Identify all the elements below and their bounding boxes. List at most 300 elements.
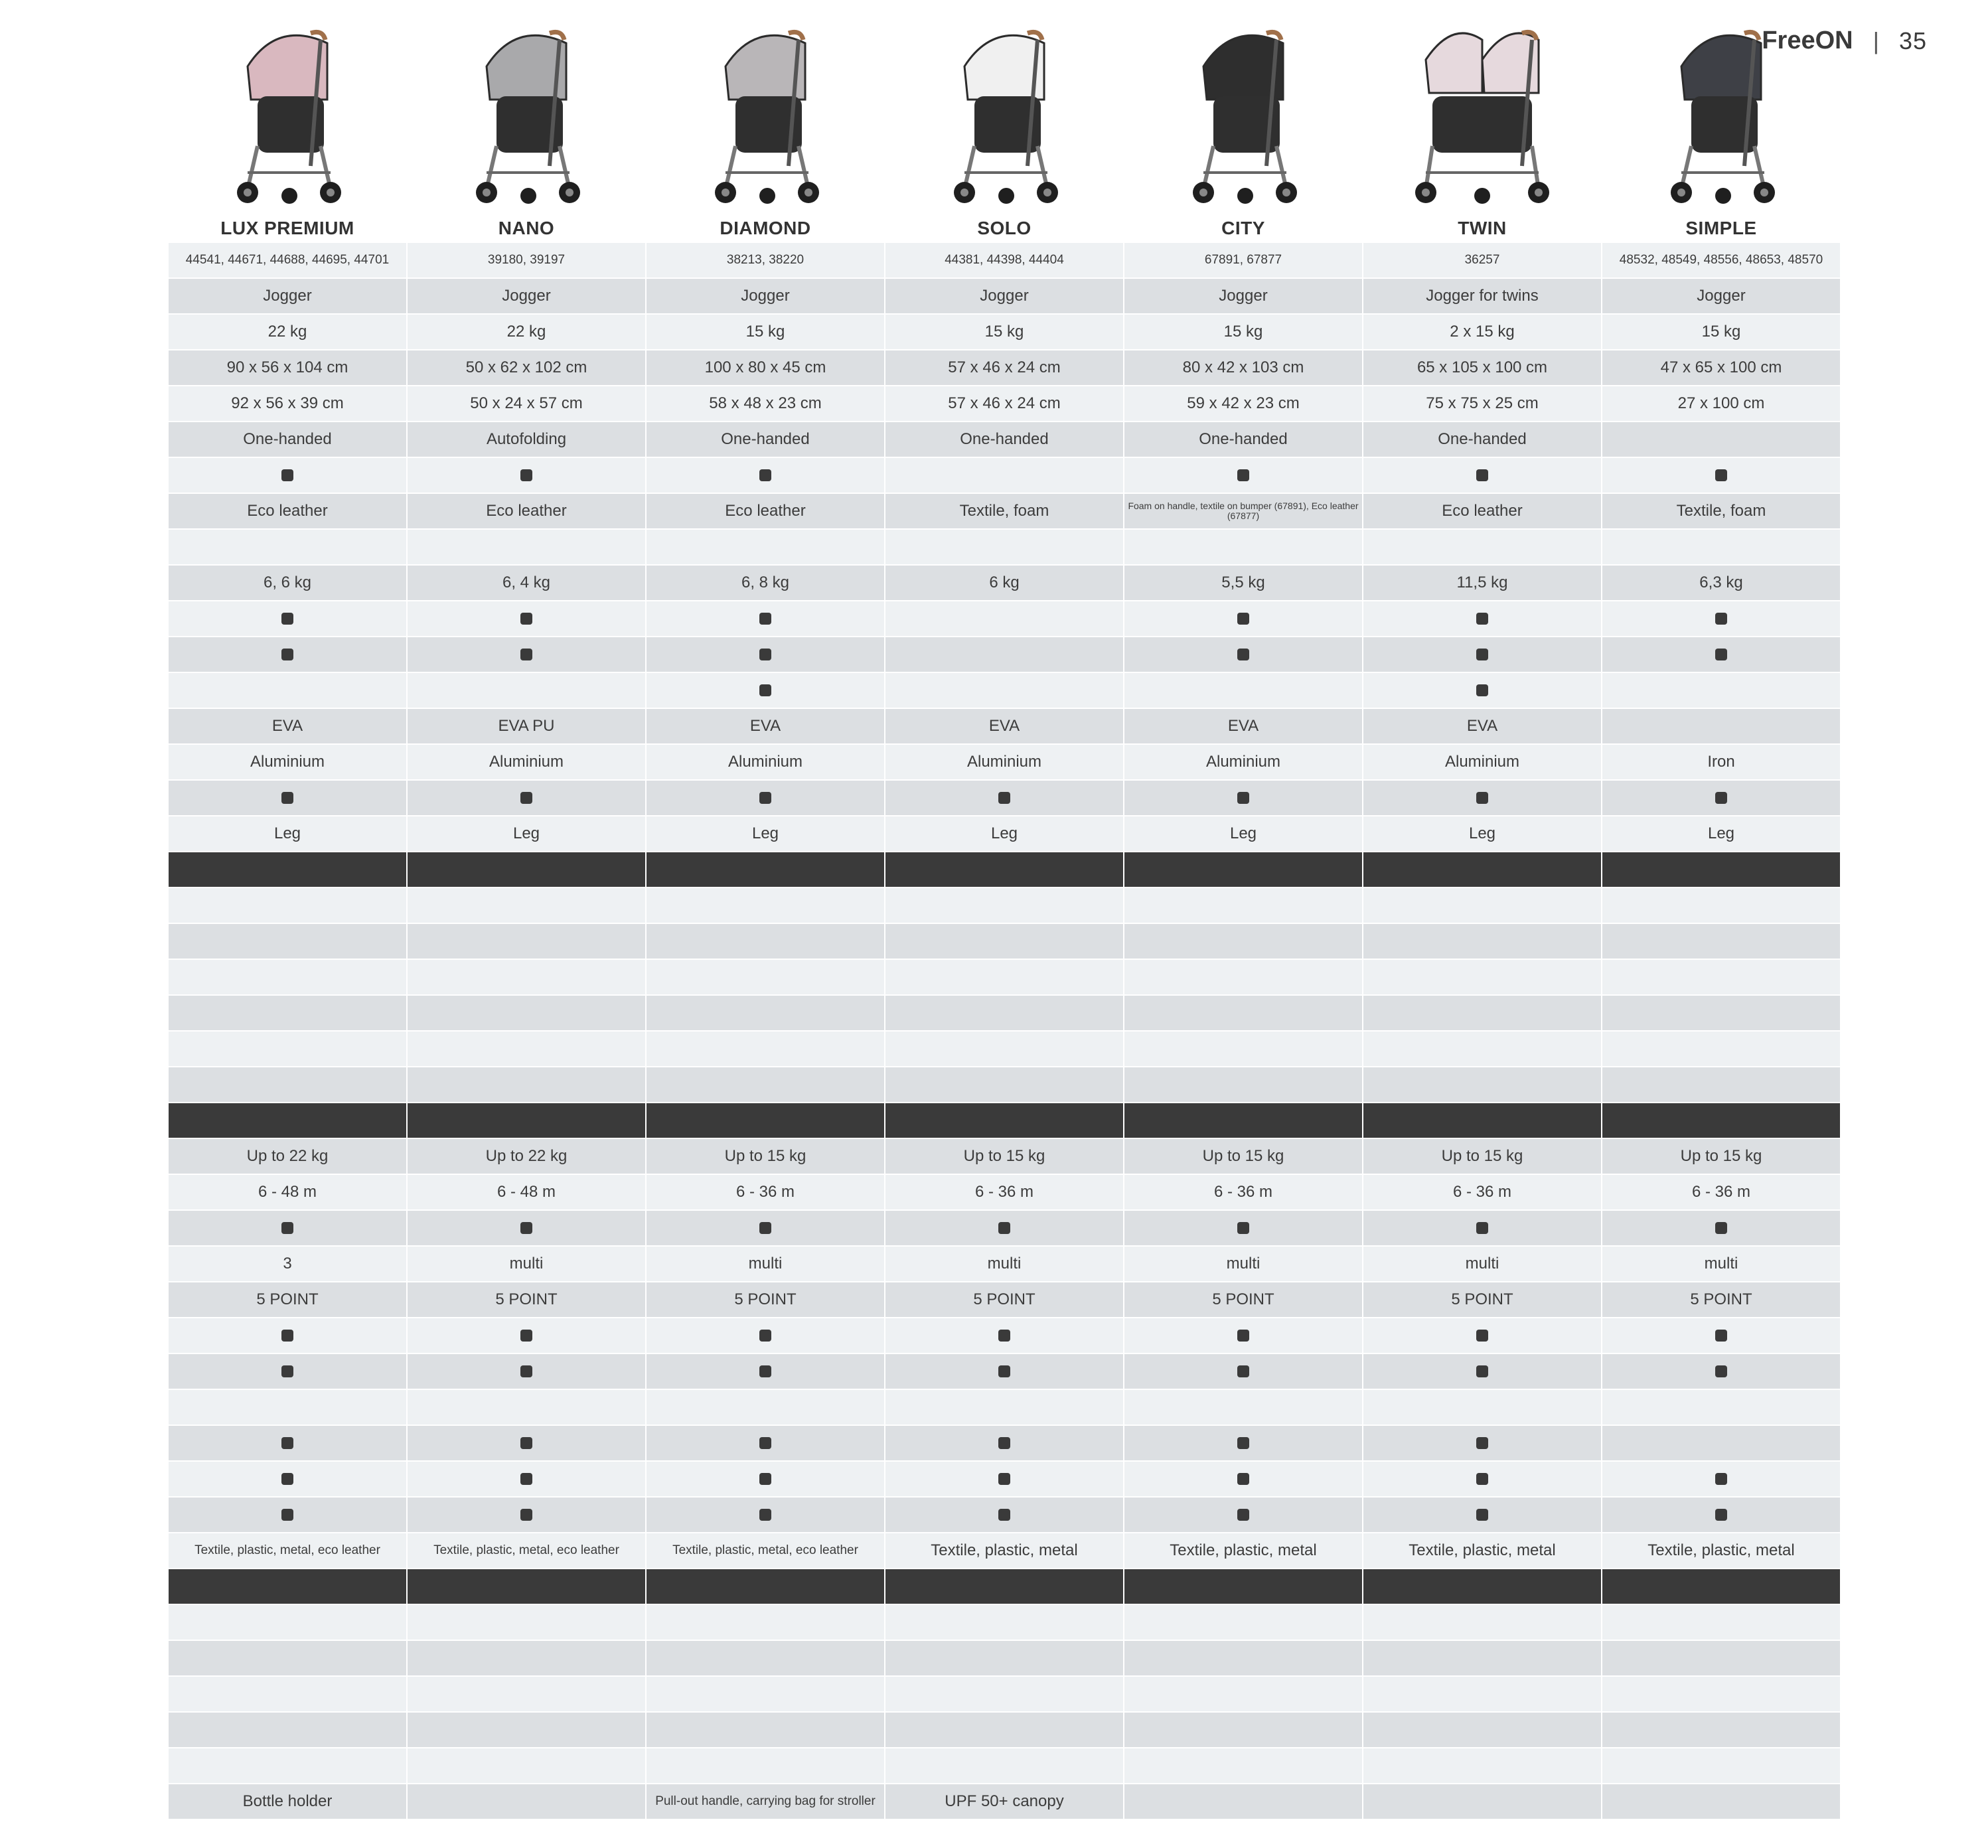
table-cell: Textile, plastic, metal, eco leather bbox=[169, 1533, 406, 1568]
table-cell: Textile, foam bbox=[885, 494, 1123, 528]
table-cell bbox=[169, 1462, 406, 1496]
table-cell bbox=[1363, 1067, 1601, 1102]
table-cell bbox=[885, 1748, 1123, 1783]
stroller-image bbox=[1645, 13, 1797, 212]
check-mark-icon bbox=[1476, 1509, 1488, 1521]
check-mark-icon bbox=[1715, 1222, 1727, 1234]
table-cell: 6 - 48 m bbox=[169, 1175, 406, 1209]
table-cell: Pull-out handle, carrying bag for stroller bbox=[647, 1784, 884, 1819]
table-cell bbox=[1124, 852, 1362, 887]
table-cell bbox=[1363, 1390, 1601, 1424]
check-mark-icon bbox=[281, 469, 293, 481]
table-cell bbox=[647, 852, 884, 887]
table-cell bbox=[647, 888, 884, 923]
check-mark-icon bbox=[759, 649, 771, 660]
table-cell bbox=[408, 1426, 645, 1460]
table-cell bbox=[1124, 1641, 1362, 1675]
check-mark-icon bbox=[1715, 649, 1727, 660]
table-cell bbox=[1602, 1641, 1840, 1675]
table-cell: Aluminium bbox=[647, 745, 884, 779]
table-cell: 48532, 48549, 48556, 48653, 48570 bbox=[1602, 243, 1840, 277]
table-cell bbox=[169, 1605, 406, 1640]
check-mark-icon bbox=[759, 469, 771, 481]
table-cell bbox=[1602, 1067, 1840, 1102]
check-mark-icon bbox=[759, 1222, 771, 1234]
table-cell bbox=[1124, 1067, 1362, 1102]
table-cell: Jogger bbox=[1602, 279, 1840, 313]
table-cell: Leg bbox=[1602, 816, 1840, 851]
table-cell bbox=[1602, 1784, 1840, 1819]
check-mark-icon bbox=[1237, 1437, 1249, 1449]
table-cell: Textile, plastic, metal bbox=[885, 1533, 1123, 1568]
table-cell bbox=[1602, 996, 1840, 1030]
table-cell bbox=[408, 1498, 645, 1532]
check-mark-icon bbox=[759, 684, 771, 696]
table-cell: Eco leather bbox=[1363, 494, 1601, 528]
table-cell bbox=[408, 1211, 645, 1245]
table-cell: Bottle holder bbox=[169, 1784, 406, 1819]
table-cell bbox=[647, 1569, 884, 1604]
table-cell bbox=[1124, 1426, 1362, 1460]
check-mark-icon bbox=[520, 613, 532, 625]
table-cell bbox=[1602, 1318, 1840, 1353]
table-cell bbox=[647, 1605, 884, 1640]
table-cell: 5 POINT bbox=[169, 1282, 406, 1317]
table-cell: 15 kg bbox=[1602, 315, 1840, 349]
table-cell bbox=[647, 1390, 884, 1424]
table-cell: 47 x 65 x 100 cm bbox=[1602, 350, 1840, 385]
table-cell bbox=[408, 1677, 645, 1711]
table-cell: Jogger bbox=[408, 279, 645, 313]
table-cell bbox=[885, 960, 1123, 994]
table-cell bbox=[885, 1713, 1123, 1747]
table-cell: One-handed bbox=[885, 422, 1123, 457]
table-cell: 11,5 kg bbox=[1363, 566, 1601, 600]
table-cell bbox=[1363, 1354, 1601, 1389]
table-cell bbox=[1363, 996, 1601, 1030]
check-mark-icon bbox=[1237, 613, 1249, 625]
table-cell: 5 POINT bbox=[647, 1282, 884, 1317]
table-cell: Up to 15 kg bbox=[1124, 1139, 1362, 1174]
check-mark-icon bbox=[1715, 613, 1727, 625]
table-cell bbox=[1602, 924, 1840, 959]
table-cell bbox=[647, 1211, 884, 1245]
product-name: NANO bbox=[498, 218, 555, 238]
table-cell: 15 kg bbox=[1124, 315, 1362, 349]
table-cell bbox=[1363, 673, 1601, 708]
table-cell bbox=[1363, 1103, 1601, 1138]
page-number: 35 bbox=[1898, 27, 1927, 54]
table-cell: 15 kg bbox=[885, 315, 1123, 349]
table-cell: Up to 15 kg bbox=[885, 1139, 1123, 1174]
table-cell bbox=[408, 458, 645, 493]
table-cell bbox=[1124, 960, 1362, 994]
table-cell bbox=[885, 1569, 1123, 1604]
check-mark-icon bbox=[1476, 1365, 1488, 1377]
table-cell bbox=[408, 1032, 645, 1066]
table-cell: Jogger for twins bbox=[1363, 279, 1601, 313]
table-cell: Up to 22 kg bbox=[408, 1139, 645, 1174]
table-cell bbox=[1602, 422, 1840, 457]
table-cell bbox=[885, 530, 1123, 564]
table-cell: Textile, plastic, metal, eco leather bbox=[647, 1533, 884, 1568]
check-mark-icon bbox=[998, 1437, 1010, 1449]
table-cell bbox=[1124, 1462, 1362, 1496]
table-cell bbox=[1363, 1426, 1601, 1460]
table-cell bbox=[1602, 1498, 1840, 1532]
table-cell: Leg bbox=[169, 816, 406, 851]
table-cell bbox=[169, 1426, 406, 1460]
table-cell: Autofolding bbox=[408, 422, 645, 457]
table-cell bbox=[169, 458, 406, 493]
table-cell bbox=[408, 637, 645, 672]
table-cell: Up to 15 kg bbox=[1602, 1139, 1840, 1174]
table-cell bbox=[169, 601, 406, 636]
table-cell bbox=[1124, 1318, 1362, 1353]
table-cell bbox=[885, 1390, 1123, 1424]
table-cell: 2 x 15 kg bbox=[1363, 315, 1601, 349]
stroller-image bbox=[1167, 13, 1320, 212]
table-cell bbox=[647, 1354, 884, 1389]
table-cell bbox=[408, 1748, 645, 1783]
table-cell: Aluminium bbox=[169, 745, 406, 779]
check-mark-icon bbox=[281, 1365, 293, 1377]
table-cell bbox=[1363, 637, 1601, 672]
table-cell bbox=[1602, 1748, 1840, 1783]
table-cell bbox=[885, 601, 1123, 636]
table-cell: Iron bbox=[1602, 745, 1840, 779]
check-mark-icon bbox=[1476, 613, 1488, 625]
table-cell bbox=[1602, 888, 1840, 923]
check-mark-icon bbox=[281, 1222, 293, 1234]
product-column-header bbox=[169, 13, 406, 242]
table-cell bbox=[1124, 530, 1362, 564]
table-cell bbox=[1124, 888, 1362, 923]
stroller-image bbox=[450, 13, 603, 212]
check-mark-icon bbox=[998, 792, 1010, 804]
table-cell bbox=[885, 781, 1123, 815]
table-cell: 5 POINT bbox=[408, 1282, 645, 1317]
table-cell: 6 kg bbox=[885, 566, 1123, 600]
table-cell bbox=[1363, 1677, 1601, 1711]
table-cell: EVA PU bbox=[408, 709, 645, 743]
table-cell bbox=[408, 888, 645, 923]
check-mark-icon bbox=[520, 1473, 532, 1485]
table-cell bbox=[408, 673, 645, 708]
table-cell bbox=[885, 1354, 1123, 1389]
check-mark-icon bbox=[1715, 1330, 1727, 1342]
table-cell bbox=[647, 1462, 884, 1496]
product-name: CITY bbox=[1221, 218, 1265, 238]
check-mark-icon bbox=[1715, 1473, 1727, 1485]
table-cell bbox=[169, 924, 406, 959]
check-mark-icon bbox=[520, 1509, 532, 1521]
table-cell: multi bbox=[408, 1247, 645, 1281]
check-mark-icon bbox=[759, 792, 771, 804]
table-cell: Aluminium bbox=[885, 745, 1123, 779]
table-cell bbox=[1602, 1677, 1840, 1711]
table-cell bbox=[169, 637, 406, 672]
table-cell: 22 kg bbox=[169, 315, 406, 349]
table-cell bbox=[408, 1713, 645, 1747]
table-cell: 5 POINT bbox=[1124, 1282, 1362, 1317]
table-cell: 6 - 48 m bbox=[408, 1175, 645, 1209]
table-cell bbox=[885, 1318, 1123, 1353]
check-mark-icon bbox=[759, 1509, 771, 1521]
table-cell bbox=[885, 996, 1123, 1030]
table-cell bbox=[169, 1354, 406, 1389]
table-cell: 6,3 kg bbox=[1602, 566, 1840, 600]
table-cell bbox=[169, 1677, 406, 1711]
table-cell: 75 x 75 x 25 cm bbox=[1363, 386, 1601, 421]
check-mark-icon bbox=[1476, 792, 1488, 804]
product-name: DIAMOND bbox=[720, 218, 811, 238]
table-cell bbox=[647, 1032, 884, 1066]
stroller-image bbox=[689, 13, 842, 212]
check-mark-icon bbox=[998, 1365, 1010, 1377]
table-cell bbox=[408, 924, 645, 959]
table-cell bbox=[1602, 1354, 1840, 1389]
product-name: TWIN bbox=[1458, 218, 1507, 238]
table-cell: Jogger bbox=[647, 279, 884, 313]
table-cell bbox=[885, 888, 1123, 923]
table-cell bbox=[1363, 601, 1601, 636]
table-cell bbox=[1602, 458, 1840, 493]
table-cell bbox=[1602, 1462, 1840, 1496]
table-cell bbox=[1124, 637, 1362, 672]
check-mark-icon bbox=[281, 613, 293, 625]
table-cell bbox=[408, 601, 645, 636]
table-cell: Aluminium bbox=[408, 745, 645, 779]
table-cell bbox=[169, 1748, 406, 1783]
table-cell bbox=[1602, 1713, 1840, 1747]
table-cell: EVA bbox=[1363, 709, 1601, 743]
table-cell: 6 - 36 m bbox=[885, 1175, 1123, 1209]
table-cell bbox=[647, 601, 884, 636]
table-cell bbox=[408, 1462, 645, 1496]
table-cell: 6, 4 kg bbox=[408, 566, 645, 600]
table-cell bbox=[885, 1426, 1123, 1460]
table-cell: Aluminium bbox=[1363, 745, 1601, 779]
table-cell: 15 kg bbox=[647, 315, 884, 349]
table-cell bbox=[647, 637, 884, 672]
table-cell: EVA bbox=[647, 709, 884, 743]
table-cell bbox=[408, 1354, 645, 1389]
table-cell bbox=[1602, 530, 1840, 564]
product-column-header bbox=[647, 13, 884, 242]
table-cell: Textile, plastic, metal bbox=[1602, 1533, 1840, 1568]
check-mark-icon bbox=[1237, 1365, 1249, 1377]
check-mark-icon bbox=[1237, 792, 1249, 804]
table-cell bbox=[1124, 1677, 1362, 1711]
table-cell bbox=[1363, 1605, 1601, 1640]
table-cell: 58 x 48 x 23 cm bbox=[647, 386, 884, 421]
stroller-image bbox=[928, 13, 1081, 212]
table-cell bbox=[647, 960, 884, 994]
table-cell bbox=[647, 673, 884, 708]
table-cell: 6 - 36 m bbox=[1363, 1175, 1601, 1209]
table-cell bbox=[1124, 673, 1362, 708]
check-mark-icon bbox=[1476, 1222, 1488, 1234]
check-mark-icon bbox=[520, 1365, 532, 1377]
check-mark-icon bbox=[520, 792, 532, 804]
check-mark-icon bbox=[1237, 469, 1249, 481]
check-mark-icon bbox=[1476, 1437, 1488, 1449]
table-cell bbox=[1124, 1032, 1362, 1066]
table-cell bbox=[1363, 1569, 1601, 1604]
table-cell bbox=[169, 1498, 406, 1532]
table-cell bbox=[885, 673, 1123, 708]
table-cell bbox=[885, 924, 1123, 959]
table-cell bbox=[1363, 924, 1601, 959]
table-cell bbox=[1602, 1211, 1840, 1245]
table-cell bbox=[1363, 1748, 1601, 1783]
table-cell bbox=[169, 996, 406, 1030]
stroller-image bbox=[1406, 13, 1559, 212]
table-cell bbox=[647, 1677, 884, 1711]
table-cell bbox=[1124, 1211, 1362, 1245]
table-cell bbox=[169, 673, 406, 708]
table-cell bbox=[408, 1390, 645, 1424]
table-cell: 6 - 36 m bbox=[1124, 1175, 1362, 1209]
table-cell: Eco leather bbox=[647, 494, 884, 528]
table-cell bbox=[885, 1067, 1123, 1102]
table-cell: 57 x 46 x 24 cm bbox=[885, 350, 1123, 385]
table-cell: Leg bbox=[1363, 816, 1601, 851]
table-cell bbox=[1363, 888, 1601, 923]
check-mark-icon bbox=[759, 1365, 771, 1377]
product-column-header bbox=[1124, 13, 1362, 242]
check-mark-icon bbox=[520, 1437, 532, 1449]
table-cell bbox=[169, 1390, 406, 1424]
table-cell bbox=[1124, 924, 1362, 959]
table-cell: 80 x 42 x 103 cm bbox=[1124, 350, 1362, 385]
table-cell bbox=[408, 781, 645, 815]
table-cell bbox=[1363, 781, 1601, 815]
table-cell bbox=[647, 1103, 884, 1138]
table-cell bbox=[1363, 1211, 1601, 1245]
table-cell: 57 x 46 x 24 cm bbox=[885, 386, 1123, 421]
table-cell bbox=[408, 960, 645, 994]
table-cell bbox=[647, 1498, 884, 1532]
table-cell bbox=[1363, 1318, 1601, 1353]
table-cell: Eco leather bbox=[169, 494, 406, 528]
check-mark-icon bbox=[998, 1222, 1010, 1234]
table-cell: 6, 6 kg bbox=[169, 566, 406, 600]
table-cell bbox=[1124, 1498, 1362, 1532]
table-cell: 50 x 24 x 57 cm bbox=[408, 386, 645, 421]
table-cell bbox=[1124, 1784, 1362, 1819]
table-cell bbox=[1602, 852, 1840, 887]
check-mark-icon bbox=[520, 1222, 532, 1234]
check-mark-icon bbox=[1237, 1222, 1249, 1234]
product-column-header bbox=[408, 13, 645, 242]
table-cell: 65 x 105 x 100 cm bbox=[1363, 350, 1601, 385]
table-cell bbox=[1124, 1390, 1362, 1424]
product-column-header bbox=[885, 13, 1123, 242]
table-cell bbox=[408, 530, 645, 564]
table-cell bbox=[1602, 1032, 1840, 1066]
table-cell: 92 x 56 x 39 cm bbox=[169, 386, 406, 421]
table-cell: 6, 8 kg bbox=[647, 566, 884, 600]
product-column-header bbox=[1363, 13, 1601, 242]
table-cell: 44381, 44398, 44404 bbox=[885, 243, 1123, 277]
table-cell bbox=[169, 781, 406, 815]
table-cell bbox=[1124, 1748, 1362, 1783]
check-mark-icon bbox=[1715, 792, 1727, 804]
table-cell bbox=[1602, 601, 1840, 636]
table-cell bbox=[1602, 1569, 1840, 1604]
table-cell: 59 x 42 x 23 cm bbox=[1124, 386, 1362, 421]
product-name: LUX PREMIUM bbox=[220, 218, 354, 238]
table-cell: Jogger bbox=[1124, 279, 1362, 313]
table-cell bbox=[169, 530, 406, 564]
table-cell bbox=[1363, 1462, 1601, 1496]
table-cell: 90 x 56 x 104 cm bbox=[169, 350, 406, 385]
table-cell bbox=[169, 888, 406, 923]
product-name: SIMPLE bbox=[1685, 218, 1757, 238]
table-cell: One-handed bbox=[647, 422, 884, 457]
product-column-header bbox=[1602, 13, 1840, 242]
table-cell: 67891, 67877 bbox=[1124, 243, 1362, 277]
table-cell: Jogger bbox=[169, 279, 406, 313]
check-mark-icon bbox=[281, 792, 293, 804]
table-cell: 50 x 62 x 102 cm bbox=[408, 350, 645, 385]
table-cell bbox=[647, 1713, 884, 1747]
table-cell bbox=[1363, 852, 1601, 887]
check-mark-icon bbox=[759, 1437, 771, 1449]
table-cell bbox=[647, 924, 884, 959]
table-cell: 5,5 kg bbox=[1124, 566, 1362, 600]
table-cell bbox=[1363, 530, 1601, 564]
table-cell bbox=[1124, 1103, 1362, 1138]
check-mark-icon bbox=[1237, 649, 1249, 660]
table-cell: Jogger bbox=[885, 279, 1123, 313]
table-cell bbox=[169, 1713, 406, 1747]
table-cell bbox=[885, 1462, 1123, 1496]
table-cell bbox=[169, 1641, 406, 1675]
table-cell bbox=[1363, 1784, 1601, 1819]
stroller-image bbox=[211, 13, 364, 212]
table-cell bbox=[169, 1318, 406, 1353]
table-cell bbox=[408, 1569, 645, 1604]
table-cell bbox=[1602, 709, 1840, 743]
check-mark-icon bbox=[520, 1330, 532, 1342]
table-cell: Textile, plastic, metal bbox=[1363, 1533, 1601, 1568]
check-mark-icon bbox=[520, 469, 532, 481]
table-cell bbox=[408, 1318, 645, 1353]
table-cell bbox=[1363, 1032, 1601, 1066]
table-cell bbox=[647, 1748, 884, 1783]
table-cell: UPF 50+ canopy bbox=[885, 1784, 1123, 1819]
table-cell bbox=[1124, 1713, 1362, 1747]
check-mark-icon bbox=[1715, 469, 1727, 481]
table-cell: 5 POINT bbox=[885, 1282, 1123, 1317]
check-mark-icon bbox=[281, 1330, 293, 1342]
check-mark-icon bbox=[1237, 1509, 1249, 1521]
table-cell bbox=[1124, 601, 1362, 636]
table-cell bbox=[1602, 1103, 1840, 1138]
table-cell: 22 kg bbox=[408, 315, 645, 349]
table-cell: Up to 15 kg bbox=[1363, 1139, 1601, 1174]
table-cell bbox=[885, 1677, 1123, 1711]
table-cell bbox=[408, 996, 645, 1030]
check-mark-icon bbox=[1237, 1473, 1249, 1485]
comparison-table bbox=[169, 243, 1840, 1820]
table-cell: 3 bbox=[169, 1247, 406, 1281]
table-cell bbox=[1124, 781, 1362, 815]
table-cell: One-handed bbox=[1124, 422, 1362, 457]
